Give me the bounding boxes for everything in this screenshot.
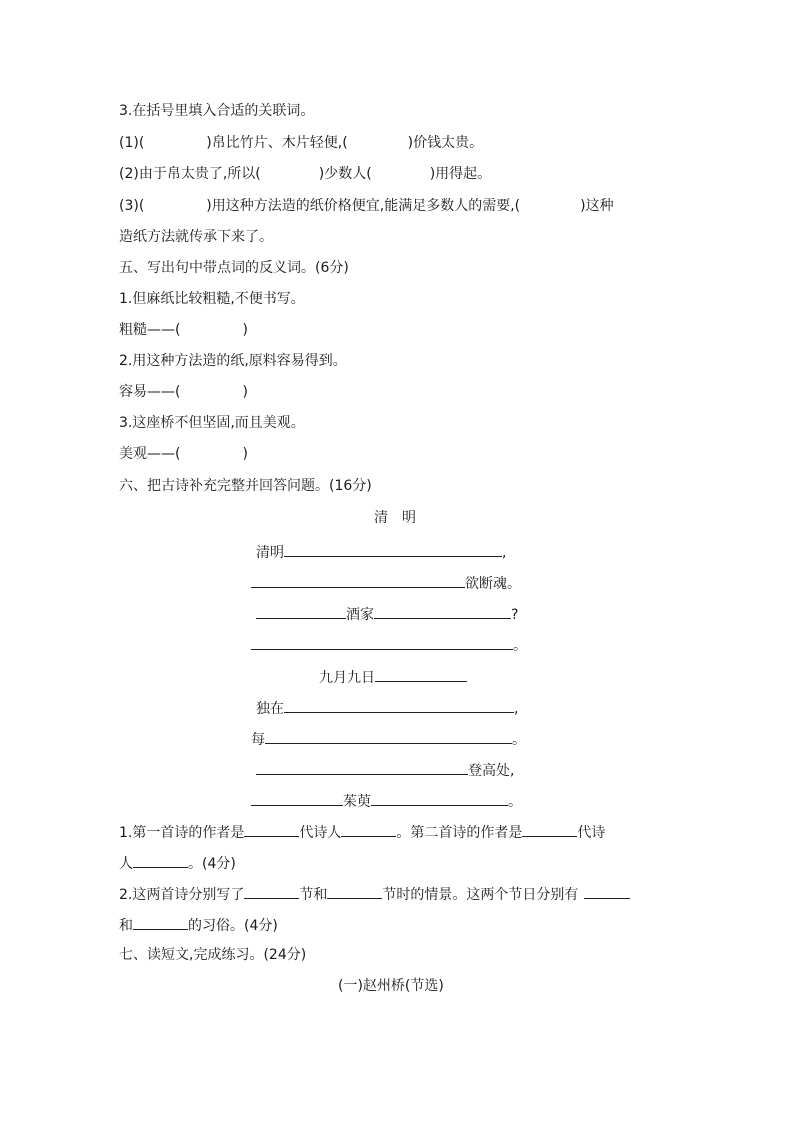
- fill-blank[interactable]: [251, 790, 343, 806]
- section-6-heading: 六、把古诗补充完整并回答问题。(16分): [119, 478, 372, 494]
- q3-heading: 3.在括号里填入合适的关联词。: [119, 103, 315, 119]
- s6-question-2-cont: 和 的习俗。(4分): [119, 914, 278, 935]
- fill-blank[interactable]: [522, 821, 577, 837]
- s5-answer-3: 美观——( ): [119, 446, 248, 462]
- section-7-heading: 七、读短文,完成练习。(24分): [119, 947, 307, 963]
- poem-1-title: 清 明: [374, 510, 416, 526]
- passage-title: (一)赵州桥(节选): [338, 978, 444, 994]
- fill-blank[interactable]: [284, 541, 502, 557]
- s6-question-1-cont: 人 。(4分): [119, 852, 236, 873]
- fill-blank[interactable]: [251, 634, 513, 650]
- fill-blank[interactable]: [256, 759, 468, 775]
- fill-blank[interactable]: [374, 603, 511, 619]
- s5-answer-1: 粗糙——( ): [119, 322, 248, 338]
- fill-blank[interactable]: [133, 914, 188, 930]
- fill-blank[interactable]: [371, 790, 508, 806]
- fill-blank[interactable]: [284, 697, 514, 713]
- poem-2-title: 九月九日: [319, 666, 467, 687]
- poem-2-line-4: 茱萸 。: [251, 790, 522, 811]
- fill-blank[interactable]: [251, 572, 465, 588]
- s6-question-2: 2.这两首诗分别写了 节和 节时的情景。这两个节日分别有: [119, 883, 630, 904]
- fill-blank[interactable]: [244, 821, 299, 837]
- s5-question-2: 2.用这种方法造的纸,原料容易得到。: [119, 353, 347, 369]
- poem-2-line-2: 每 。: [251, 728, 526, 749]
- poem-1-line-2: 欲断魂。: [251, 572, 521, 593]
- s5-answer-2: 容易——( ): [119, 384, 248, 400]
- fill-blank[interactable]: [584, 883, 630, 899]
- fill-blank[interactable]: [256, 603, 346, 619]
- fill-blank[interactable]: [375, 666, 467, 682]
- q3-item-3-cont: 造纸方法就传承下来了。: [119, 229, 273, 245]
- poem-1-line-4: 。: [251, 634, 527, 655]
- s6-question-1: 1.第一首诗的作者是 代诗人 。第二首诗的作者是 代诗: [119, 821, 605, 842]
- q3-item-1: (1)( )帛比竹片、木片轻便,( )价钱太贵。: [119, 135, 484, 151]
- fill-blank[interactable]: [341, 821, 396, 837]
- q3-item-2: (2)由于帛太贵了,所以( )少数人( )用得起。: [119, 166, 492, 182]
- s5-question-3: 3.这座桥不但坚固,而且美观。: [119, 415, 305, 431]
- poem-1-line-3: 酒家 ?: [256, 603, 518, 624]
- s5-question-1: 1.但麻纸比较粗糙,不便书写。: [119, 291, 305, 307]
- poem-2-line-1: 独在 ,: [256, 697, 518, 718]
- fill-blank[interactable]: [133, 852, 188, 868]
- section-5-heading: 五、写出句中带点词的反义词。(6分): [119, 260, 349, 276]
- poem-2-line-3: 登高处,: [256, 759, 514, 780]
- poem-1-line-1: 清明 ,: [256, 541, 506, 562]
- fill-blank[interactable]: [244, 883, 299, 899]
- fill-blank[interactable]: [327, 883, 382, 899]
- q3-item-3: (3)( )用这种方法造的纸价格便宜,能满足多数人的需要,( )这种: [119, 198, 614, 214]
- fill-blank[interactable]: [265, 728, 512, 744]
